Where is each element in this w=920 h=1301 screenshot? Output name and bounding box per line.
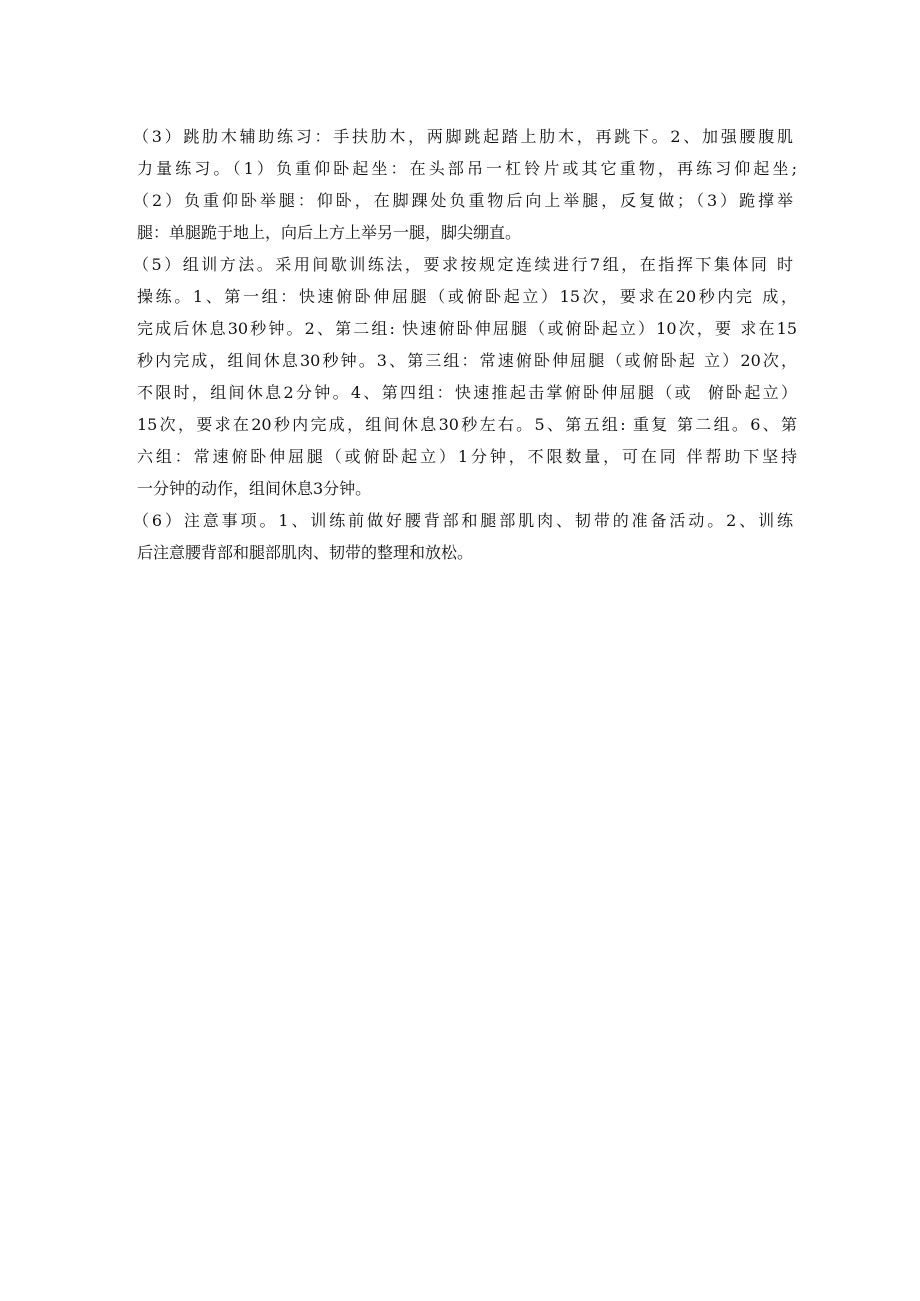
text-line: （5）组训方法。采用间歇训练法，要求按规定连续进行7组，在指挥下集体同 时	[133, 255, 793, 274]
text-line: 六组：常速俯卧伸屈腿（或俯卧起立）1分钟，不限数量，可在同 伴帮助下坚持	[137, 447, 797, 466]
text-line: （6）注意事项。1、训练前做好腰背部和腿部肌肉、韧带的准备活动。2、训练	[133, 511, 793, 530]
text-line: 力量练习。（1）负重仰卧起坐：在头部吊一杠铃片或其它重物，再练习仰起坐;	[137, 159, 797, 178]
document-body	[133, 121, 797, 569]
paragraph-exercise-3	[133, 121, 797, 249]
text-line: 15次，要求在20秒内完成，组间休息30秒左右。5、第五组: 重复 第二组。6、第	[137, 415, 797, 434]
text-line: 后注意腰背部和腿部肌肉、韧带的整理和放松。	[137, 543, 474, 562]
text-line: 完成后休息30秒钟。2、第二组: 快速俯卧伸屈腿（或俯卧起立）10次，要 求在15	[137, 319, 797, 338]
text-line: 一分钟的动作，组间休息3分钟。	[137, 479, 372, 498]
text-line: 秒内完成，组间休息30秒钟。3、第三组：常速俯卧伸屈腿（或俯卧起 立）20次，	[137, 351, 797, 370]
text-line: （2）负重仰卧举腿：仰卧，在脚踝处负重物后向上举腿，反复做；（3）跪撑举	[133, 191, 793, 210]
text-line: 腿：单腿跪于地上，向后上方上举另一腿，脚尖绷直。	[137, 223, 522, 242]
paragraph-precautions	[133, 505, 797, 569]
text-line: 操练。1、第一组：快速俯卧伸屈腿（或俯卧起立）15次，要求在20秒内完 成，	[137, 287, 797, 306]
text-line: （3）跳肋木辅助练习：手扶肋木，两脚跳起踏上肋木，再跳下。2、加强腰腹肌	[133, 127, 793, 146]
text-line: 不限时，组间休息2分钟。4、第四组：快速推起击掌俯卧伸屈腿（或 俯卧起立）	[137, 383, 797, 402]
paragraph-training-method	[133, 249, 797, 505]
